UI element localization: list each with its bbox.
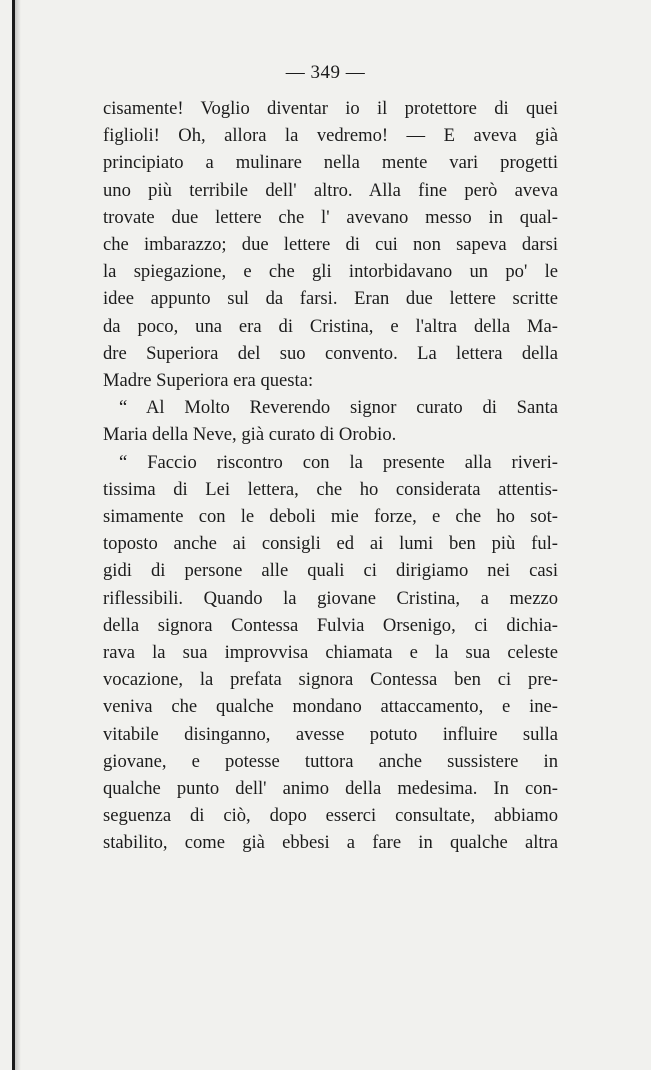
text-line: riflessibili. Quando la giovane Cristina, a mezzo [103,587,558,609]
text-line: Maria della Neve, già curato di Orobio. [103,424,397,446]
text-line: Madre Superiora era questa: [103,370,314,392]
text-line: uno più terribile dell' altro. Alla fine però aveva [103,179,558,201]
text-line: tissima di Lei lettera, che ho considerata attentis- [103,478,558,500]
text-line: qualche punto dell' animo della medesima. In con- [103,778,558,800]
text-line: giovane, e potesse tuttora anche sussistere in [103,750,558,772]
text-line: dre Superiora del suo convento. La lettera della [103,342,558,364]
text-line: seguenza di ciò, dopo esserci consultate, abbiamo [103,805,558,827]
text-line: toposto anche ai consigli ed ai lumi ben più ful- [103,533,558,555]
text-line: veniva che qualche mondano attaccamento, e ine- [103,696,558,718]
text-line: trovate due lettere che l' avevano messo in qual- [103,206,558,228]
text-line: simamente con le deboli mie forze, e che ho sot- [103,506,558,528]
text-line: della signora Contessa Fulvia Orsenigo, ci dichia- [103,614,558,636]
page-binding-shadow [15,0,21,1070]
text-line: “ Faccio riscontro con la presente alla riveri- [119,451,558,473]
text-line: da poco, una era di Cristina, e l'altra della Ma- [103,315,558,337]
page-number: — 349 — [285,62,366,83]
text-line: figlioli! Oh, allora la vedremo! — E aveva già [103,125,558,147]
text-line: vitabile disinganno, avesse potuto influire sulla [103,723,558,745]
text-line: la spiegazione, e che gli intorbidavano un po' le [103,261,558,283]
text-line: stabilito, come già ebbesi a fare in qualche altra [103,832,558,854]
text-line: che imbarazzo; due lettere di cui non sapeva darsi [103,234,558,256]
text-line: cisamente! Voglio diventar io il protettore di quei [103,98,558,119]
text-line: idee appunto sul da farsi. Eran due lettere scritte [103,288,558,310]
body-text [103,95,558,857]
text-line: “ Al Molto Reverendo signor curato di Santa [119,397,558,419]
text-line: principiato a mulinare nella mente vari progetti [103,152,558,174]
text-line: vocazione, la prefata signora Contessa ben ci pre- [103,669,558,691]
text-line: gidi di persone alle quali ci dirigiamo nei casi [103,560,558,582]
text-line: rava la sua improvvisa chiamata e la sua celeste [103,642,558,664]
